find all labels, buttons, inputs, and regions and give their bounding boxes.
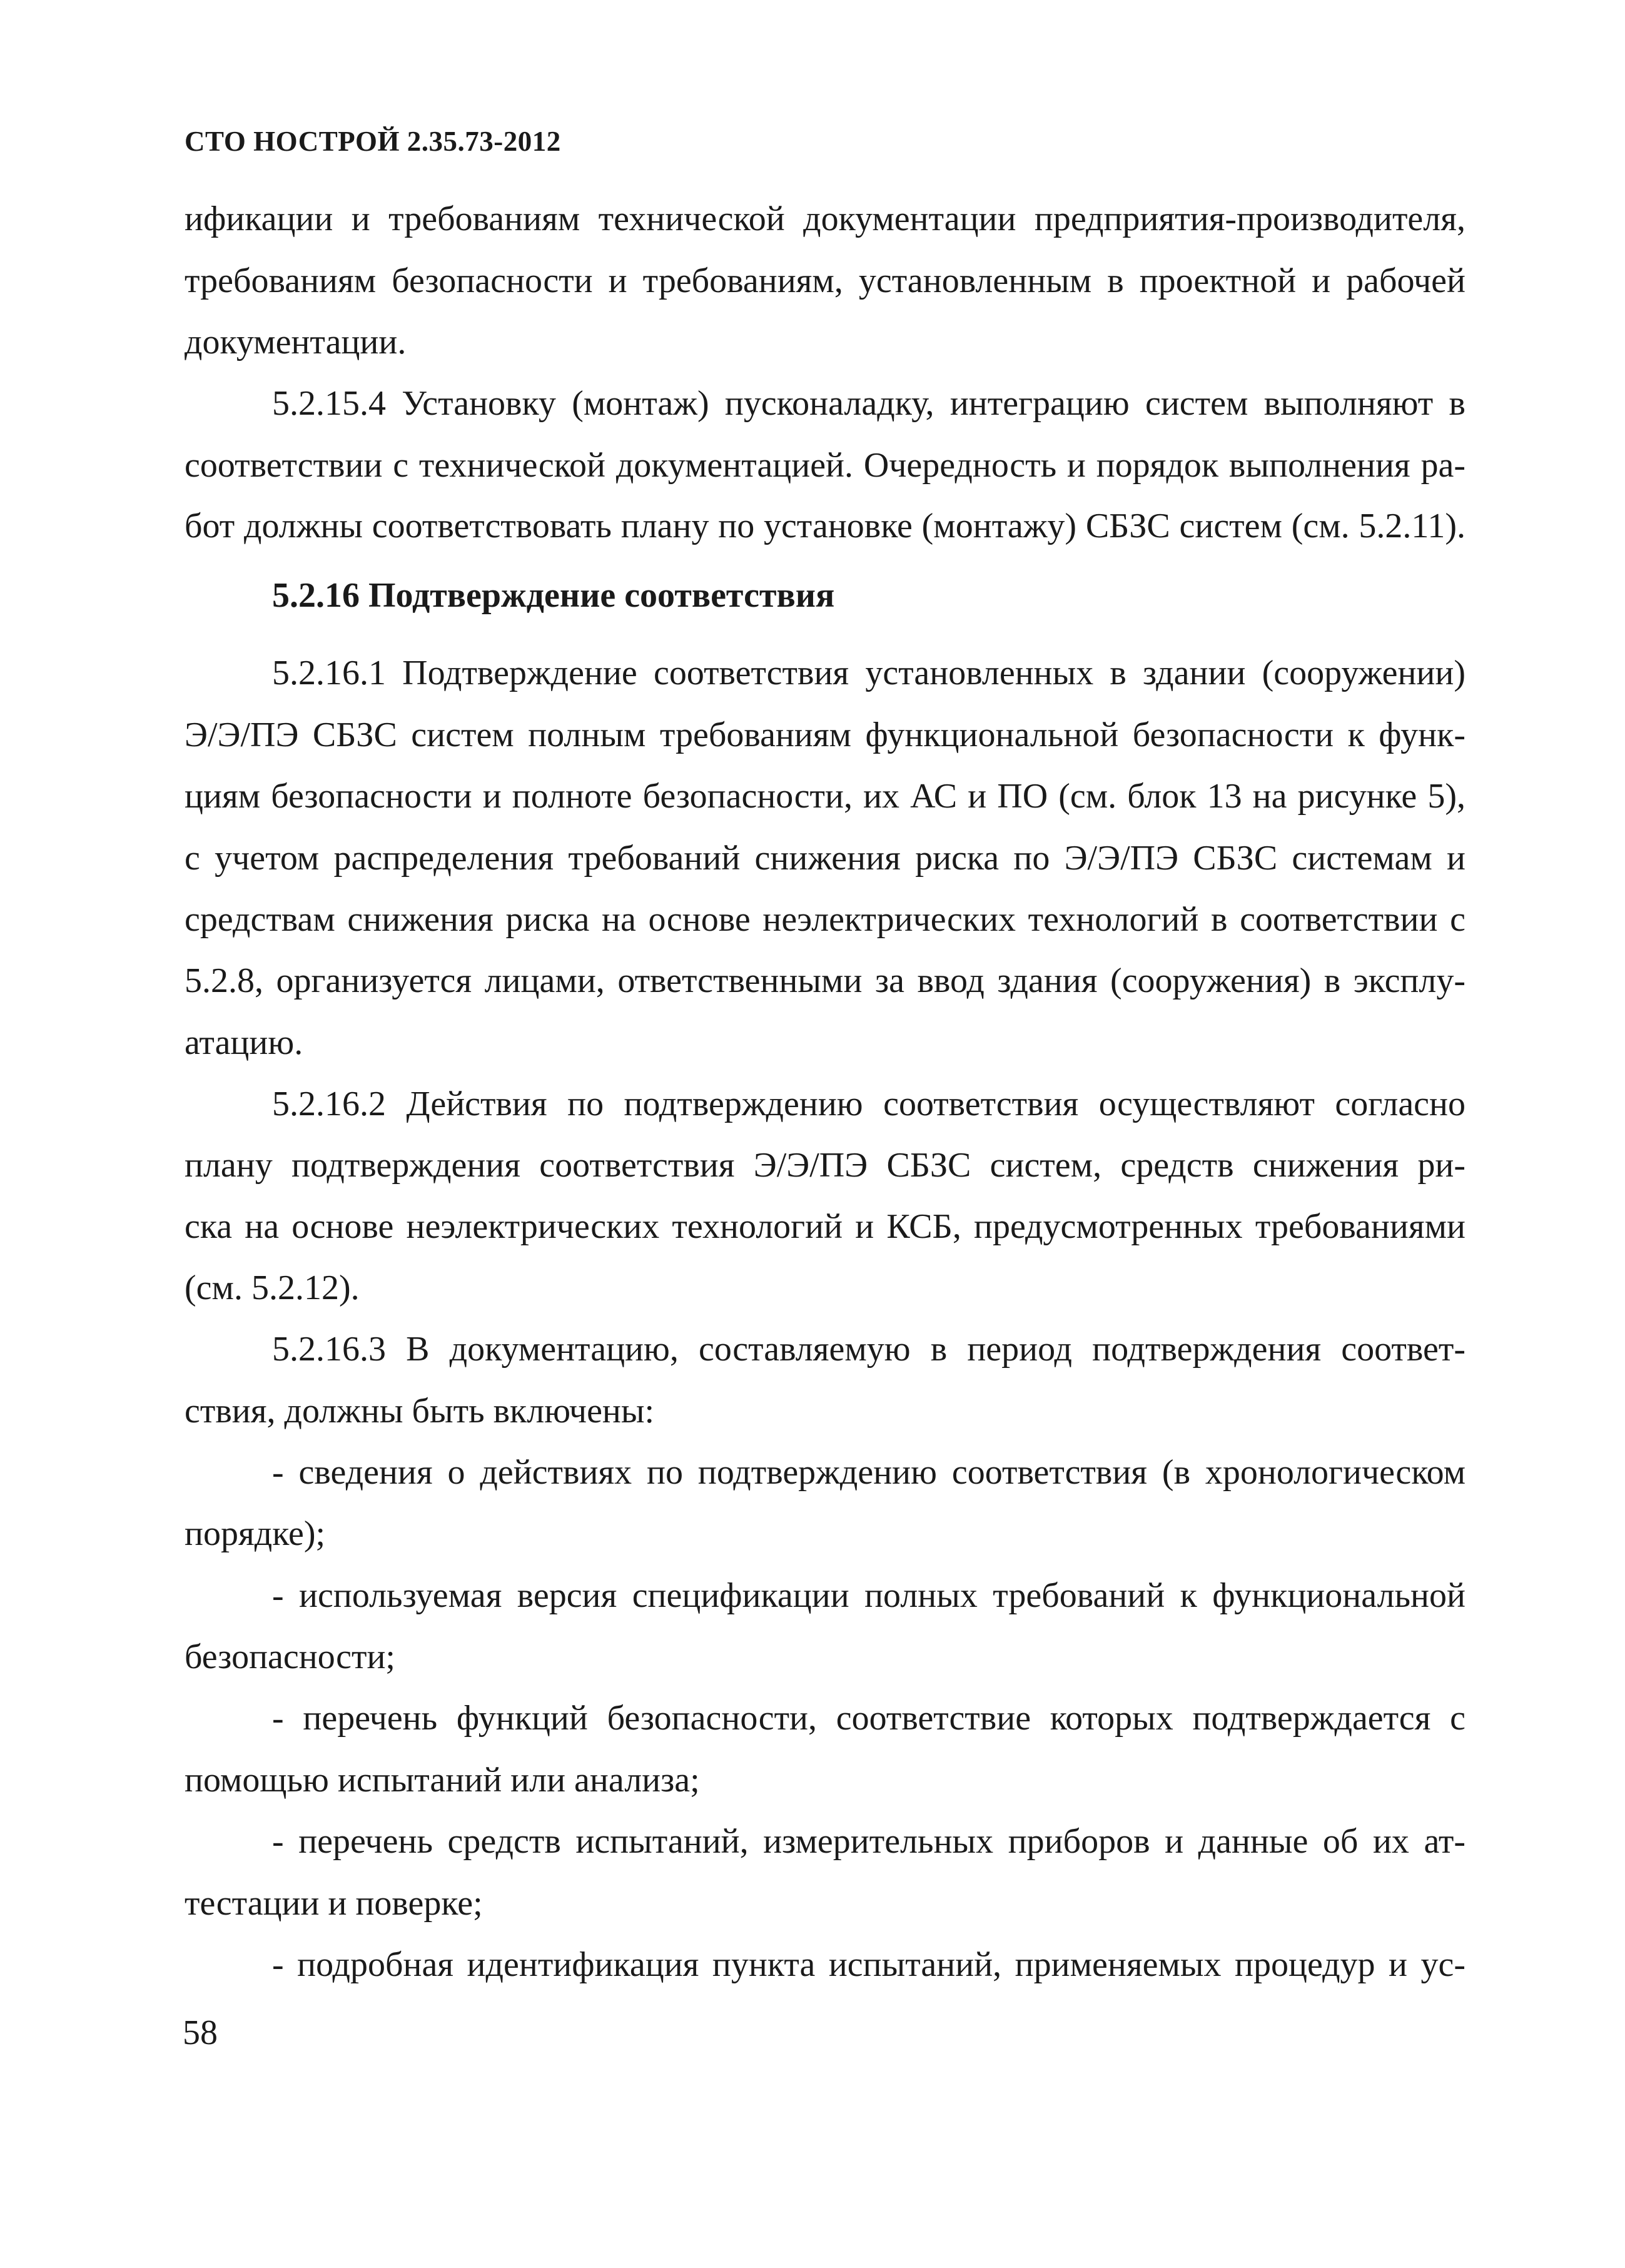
list-item: - перечень средств испытаний, измерительных приборов и данные об их ат- [272, 1822, 1466, 1861]
text-line: циям безопасности и полноте безопасности, их АС и ПО (см. блок 13 на рисунке 5), [185, 777, 1466, 816]
list-item: - подробная идентификация пункта испытаний, применяемых процедур и ус- [272, 1945, 1466, 1984]
list-item: - используемая версия спецификации полных требований к функциональной [272, 1576, 1466, 1615]
text-line: документации. [185, 323, 407, 362]
text-line: ствия, должны быть включены: [185, 1392, 655, 1430]
paragraph-5-2-15-4-start: 5.2.15.4 Установку (монтаж) пусконаладку, интеграцию систем выполняют в [272, 384, 1466, 423]
text-line: безопасности; [185, 1638, 395, 1676]
text-line: требованиям безопасности и требованиям, установленным в проектной и рабочей [185, 261, 1466, 300]
document-code-header: СТО НОСТРОЙ 2.35.73-2012 [185, 126, 561, 157]
text-line: соответствии с технической документацией. Очередность и порядок выполнения ра- [185, 446, 1466, 485]
text-line: атацию. [185, 1023, 303, 1062]
text-line: помощью испытаний или анализа; [185, 1761, 700, 1800]
page-number: 58 [183, 2013, 218, 2052]
text-line: 5.2.8, организуется лицами, ответственными за ввод здания (сооружения) в эксплу- [185, 961, 1466, 1000]
text-line: с учетом распределения требований снижения риска по Э/Э/ПЭ СБЗС системам и [185, 839, 1466, 878]
text-line: порядке); [185, 1514, 326, 1553]
text-line: ска на основе неэлектрических технологий и КСБ, предусмотренных требованиями [185, 1207, 1466, 1246]
text-line: (см. 5.2.12). [185, 1268, 360, 1307]
text-line: Э/Э/ПЭ СБЗС систем полным требованиям функциональной безопасности к функ- [185, 716, 1466, 754]
text-line: плану подтверждения соответствия Э/Э/ПЭ СБЗС систем, средств снижения ри- [185, 1146, 1466, 1185]
paragraph-5-2-16-3-start: 5.2.16.3 В документацию, составляемую в период подтверждения соответ- [272, 1330, 1466, 1369]
text-line: ификации и требованиям технической документации предприятия-производителя, [185, 200, 1466, 238]
text-line: средствам снижения риска на основе неэлектрических технологий в соответствии с [185, 900, 1466, 939]
paragraph-5-2-16-2-start: 5.2.16.2 Действия по подтверждению соответствия осуществляют согласно [272, 1085, 1466, 1123]
list-item: - перечень функций безопасности, соответствие которых подтверждается с [272, 1699, 1466, 1738]
text-line: бот должны соответствовать плану по установке (монтажу) СБЗС систем (см. 5.2.11). [185, 507, 1466, 545]
text-line: тестации и поверке; [185, 1884, 483, 1923]
list-item: - сведения о действиях по подтверждению соответствия (в хронологическом [272, 1453, 1466, 1492]
paragraph-5-2-16-1-start: 5.2.16.1 Подтверждение соответствия установленных в здании (сооружении) [272, 654, 1466, 692]
section-heading-5-2-16: 5.2.16 Подтверждение соответствия [272, 576, 835, 615]
